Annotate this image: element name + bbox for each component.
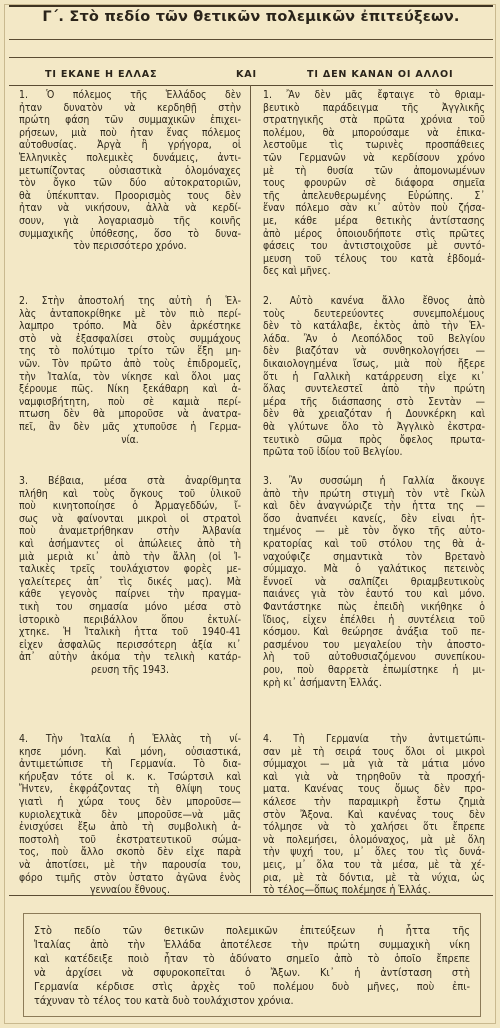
paragraph-line: μιὰ μεριὰ κι᾿ ἀπὸ τὴν ἄλλη (οἱ Ἰ- <box>19 550 241 563</box>
paragraph-line: στὸ νὰ ἐξασφαλίσει στοὺς συμμάχους <box>19 332 241 345</box>
paragraph-line: ἦταν δυνατὸν νὰ κερδηθῇ στὴν <box>19 101 241 114</box>
paragraph-line: φόρο τιμῆς στὸν ὑστατο ἀγῶνα ἑνὸς <box>19 871 241 884</box>
paragraph-line: τὸ τέλος—ὅπως πολέμησε ἡ Ἑλλάς. <box>263 884 431 897</box>
paragraph-line: λὰς ἀνταποκρίθηκε μὲ τὸν πιὸ περί- <box>19 307 241 320</box>
paragraph-line: τῆς ἀπελευθερωμένης Εὐρώπης. Σ᾿ <box>263 189 485 202</box>
paragraph-line: δες καὶ μῆνες. <box>263 265 331 278</box>
paragraph-line: 3. Ἂν συσσώμη ἡ Γαλλία ἄκουγε <box>263 475 485 487</box>
paragraph-line: Ἤντεν, ἐκφράζοντας τὴ θλίψη τους <box>19 783 241 796</box>
summary-line: νὰ ἀρχίσει νὰ σφυροκοπεῖται ὁ Ἄξων. Κι᾿ ἡ ἀντίσταση στὴ <box>34 966 470 979</box>
paragraph-line: μέρα τῆς διάσπασης στὸ Σεντὰν — <box>263 395 485 408</box>
paragraph-line: πλήθη καὶ τοὺς ὄγκους τοῦ ὑλικοῦ <box>19 487 241 500</box>
paragraph-line: τὸν περισσότερο χρόνο. <box>73 240 187 253</box>
paragraph-line: χτηκε. Ἡ Ἰταλικὴ ἧττα τοῦ 1940-41 <box>19 626 241 639</box>
left-paragraph-1 <box>19 89 241 253</box>
paragraph-line: πρῶτα τοῦ ἰδίου τοῦ Βελγίου. <box>263 446 403 459</box>
paragraph-line: δὲν τὸ κατάλαβε, ἐκτὸς ἀπὸ τὴν Ἑλ- <box>263 320 485 333</box>
paragraph-line: κάθε γεγονὸς παίρνει τὴν πραγμα- <box>19 588 241 601</box>
summary-line: τάχυναν τὸ τέλος του κατὰ δυὸ τουλάχιστον χρόνια. <box>34 994 294 1007</box>
paragraph-line: Ἑλληνικὲς πολεμικὲς δυνάμεις, ἀντι- <box>19 151 241 164</box>
paragraph-line: κήρυξαν τότε οἱ κ. κ. Τσώρτσιλ καὶ <box>19 770 241 783</box>
paragraph-line: 1. Ὁ πόλεμος τῆς Ἑλλάδος δὲν <box>19 89 241 101</box>
paragraph-line: τημένος — μὲ τὸν ὄγκο τῆς αὐτο- <box>263 525 485 538</box>
paragraph-line: ἦταν νὰ νικήσουν, ἀλλὰ νὰ κερδί- <box>19 202 241 215</box>
paragraph-line: τος, ποὺ ἄλλο σκοπὸ δὲν εἶχε παρὰ <box>19 846 241 859</box>
paragraph-line: μεις, μ᾿ ὅλα του τὰ μέσα, μὲ τὰ χέ- <box>263 858 485 871</box>
paragraph-line: κόσμου. Καὶ θεώρησε ἀνάξια τοῦ πε- <box>263 626 485 639</box>
paragraph-line: πεῖ, ἂν δὲν μᾶς χτυποῦσε ἡ Γερμα- <box>19 420 241 433</box>
paragraph-line: ἕναν πόλεμο σὰν κι᾿ αὐτὸν ποὺ ζήσα- <box>263 202 485 215</box>
summary-box <box>23 913 481 1017</box>
paragraph-line: δὲν βιαζόταν νὰ συνθηκολογήσει — <box>263 345 485 358</box>
column-divider <box>250 85 251 893</box>
paragraph-line: νὰ πολεμήσει, ὁλομόναχος, μὰ μὲ ὅλη <box>263 833 485 846</box>
paragraph-line: 3. Βέβαια, μέσα στὰ ἀναρίθμητα <box>19 475 241 487</box>
left-paragraph-4 <box>19 733 241 897</box>
paragraph-line: φάσεις του ἀντιστοιχοῦσε μὲ συντό- <box>263 240 485 253</box>
paragraph-line: τους φρουρῶν σὲ διάφορα σημεῖα <box>263 177 485 190</box>
left-paragraph-2 <box>19 295 241 446</box>
paragraph-line: νία. <box>121 433 139 446</box>
paragraph-line: Φαντάστηκε πὼς ἐπειδὴ νικήθηκε ὁ <box>263 600 485 613</box>
paragraph-line: κησε μόνη. Καὶ μόνη, οὐσιαστικά, <box>19 745 241 758</box>
paragraph-line: γενναίου ἔθνους. <box>89 884 170 897</box>
right-column-header: ΤΙ ΔΕΝ ΚΑΝΑΝ ΟΙ ΑΛΛΟΙ <box>307 69 454 80</box>
paragraph-line: της τὸ πολύτιμο τρίτο τῶν ἕξη μη- <box>19 345 241 358</box>
left-paragraph-3 <box>19 475 241 677</box>
paragraph-line: αὐτοθυσίας. Ἀργὰ ἢ γρήγορα, οἱ <box>19 139 241 152</box>
summary-line: Ἰταλίας ἀπὸ τὴν Ἑλλάδα ἀποτέλεσε τὴν πρώτη συμμαχικὴ νίκη <box>34 938 470 951</box>
paragraph-line: μευση τοῦ τέλους του κατὰ ἑβδομά- <box>263 252 485 265</box>
paragraph-line: ἀπὸ μέρος ὁποιουδήποτε στὶς πρῶτες <box>263 227 485 240</box>
paragraph-line: ναμφισβήτητη, ποὺ σὲ καμιὰ περί- <box>19 395 241 408</box>
paragraph-line: τὴν Ἰταλία, τὸν νίκησε καὶ ὅλοι μας <box>19 370 241 383</box>
paragraph-line: ὅτι ἡ Γαλλικὴ κατάρρευση εἶχε κι᾿ <box>263 370 485 383</box>
paragraph-line: με, κάθε μέρα θετικὴς ἀντίστασης <box>263 214 485 227</box>
paragraph-line: δὲν θὰ χρειαζόταν ἡ Δουνκέρκη καὶ <box>263 408 485 421</box>
paragraph-line: ποὺ ἀναμετρήθηκαν στὴν Ἀλβανία <box>19 525 241 538</box>
paragraph-line: ἀπ᾿ αὐτὴν ἀκόμα τὴν τελικὴ κατάρ- <box>19 651 241 664</box>
paragraph-line: γιατὶ ἡ χώρα τους δὲν μποροῦσε— <box>19 795 241 808</box>
left-column-header: ΤΙ ΕΚΑΝΕ Η ΕΛΛΑΣ <box>45 69 158 80</box>
paragraph-line: σως νὰ φαίνονται μικροὶ οἱ στρατοὶ <box>19 512 241 525</box>
summary-text <box>34 924 470 1008</box>
paragraph-line: σύμμαχο. Μὰ ὁ γαλάτικος πετεινὸς <box>263 563 485 576</box>
paragraph-line: λὴ τοῦ αὐτοθυσιαζόμενου συνεπίκου- <box>263 651 485 664</box>
paragraph-line: εἶχεν ἀσφαλῶς περισσότερη ἀξία κι᾿ <box>19 638 241 651</box>
paragraph-line: ἐνισχύσει ἔξω ἀπὸ τὴ συμβολικὴ ἀ- <box>19 821 241 834</box>
paragraph-line: σαν μὲ τὴ σειρά τους ὅλοι οἱ μικροὶ <box>263 745 485 758</box>
paragraph-line: ματα. Κανένας τους ὅμως δὲν προ- <box>263 783 485 796</box>
paragraph-line: κάλεσε τὴν παραμικρὴ ἔστω ζημιὰ <box>263 795 485 808</box>
paragraph-line: ρου, ποὺ θαρρετὰ ἐπωμίστηκε ἡ μι- <box>263 663 485 676</box>
paragraph-line: ναχούφιζε σημαντικὰ τὸν Βρετανὸ <box>263 550 485 563</box>
paragraph-line: ἴδιος, εἶχεν ἐπέλθει ἡ συντέλεια τοῦ <box>263 613 485 626</box>
paragraph-line: παιάνες γιὰ τὸν ἑαυτό του καὶ μόνο. <box>263 588 485 601</box>
paragraph-line: 4. Τὴ Γερμανία τὴν ἀντιμετώπι- <box>263 733 485 745</box>
paragraph-line: δικαιολογημένα ἴσως, μιὰ ποὺ ἤξερε <box>263 357 485 370</box>
paragraph-line: λάδα. Ἂν ὁ Λεοπόλδος τοῦ Βελγίου <box>263 332 485 345</box>
paragraph-line: πρώτη φάση τῶν συμμαχικῶν ἐπιχει- <box>19 114 241 127</box>
right-paragraph-2 <box>263 295 485 459</box>
paragraph-line: ποστολὴ τοῦ ἐκστρατευτικοῦ σώμα- <box>19 833 241 846</box>
paragraph-line: σύμμαχοι — μὰ γιὰ τὰ μάτια μόνο <box>263 758 485 771</box>
paragraph-line: τὸν ὄγκο τῶν δύο αὐτοκρατοριῶν, <box>19 177 241 190</box>
paragraph-line: 1. Ἂν δὲν μᾶς ἔφταιγε τὸ θριαμ- <box>263 89 485 101</box>
paragraph-line: πολέμου, θὰ μπορούσαμε νὰ ἐπικα- <box>263 126 485 139</box>
top-rule <box>9 5 493 7</box>
paragraph-line: πτωση δὲν θὰ μποροῦσε νὰ ἀνατρα- <box>19 408 241 421</box>
paragraph-line: βευτικὸ παράδειγμα τῆς Ἀγγλικῆς <box>263 101 485 114</box>
right-paragraph-1 <box>263 89 485 278</box>
paragraph-line: στρατηγικῆς στὰ πρῶτα χρόνια τοῦ <box>263 114 485 127</box>
right-paragraph-4 <box>263 733 485 897</box>
paragraph-line: καὶ γιὰ νὰ τηρηθοῦν τὰ προσχή- <box>263 770 485 783</box>
paragraph-line: ἀπὸ τὴν πρώτη στιγμὴ τὸν ντὲ Γκὼλ <box>263 487 485 500</box>
paragraph-line: θὰ γλύτωνε ὅλο τὸ Ἀγγλικὸ ἐκστρα- <box>263 420 485 433</box>
paragraph-line: ἱστορικὸ περιβάλλον ὅπου ἐκτυλί- <box>19 613 241 626</box>
title-rule <box>9 39 493 40</box>
paragraph-line: ὅσο ἀναπνέει κανείς, δὲν εἶναι ἡτ- <box>263 512 485 525</box>
paragraph-line: λεστοῦμε τὶς τωρινὲς προσπάθειες <box>263 139 485 152</box>
paragraph-line: νῶν. Τὸν πρῶτο ἀπὸ τοὺς ἐπιδρομεῖς, <box>19 357 241 370</box>
page-title: Γ΄. Στὸ πεδίο τῶν θετικῶν πολεμικῶν ἐπιτεύξεων. <box>42 9 460 25</box>
paragraph-line: ὅλας συντελεστεῖ ἀπὸ τὴν πρώτη <box>263 383 485 396</box>
summary-line: καὶ κατέδειξε ποιὸ ἦταν τὸ ἀδύνατο σημεῖο ἀπὸ τὸ ὁποῖο ἔπρεπε <box>34 952 470 965</box>
paragraph-line: καὶ δὲν ἀναγνώριζε τὴν ἧττα της — <box>263 500 485 513</box>
paragraph-line: ταλικὲς τρεῖς τουλάχιστον φορὲς με- <box>19 563 241 576</box>
paragraph-line: ρευση τῆς 1943. <box>91 663 169 676</box>
paragraph-line: τοὺς δευτερεύοντες συνεμπολέμους <box>263 307 485 320</box>
paragraph-line: μὲ τὴ θυσία τῶν ἀπομονωμένων <box>263 164 485 177</box>
paragraph-line: ἀντιμετώπισε τὴ Γερμανία. Τὸ δια- <box>19 758 241 771</box>
paragraph-line: ρια, μὲ τὰ δόντια, μὲ τὰ νύχια, ὡς <box>263 871 485 884</box>
summary-line: Γερμανία κέρδισε στὶς ἀρχὲς τοῦ πολέμου δυὸ μῆνες, ποὺ ἐπι- <box>34 980 470 993</box>
paragraph-line: 4. Τὴν Ἰταλία ἡ Ἑλλὰς τὴ νί- <box>19 733 241 745</box>
paragraph-line: τὴν ψυχή του, μ᾿ ὅλες του τὶς δυνά- <box>263 846 485 859</box>
paragraph-line: 2. Στὴν ἀποστολή της αὐτὴ ἡ Ἑλ- <box>19 295 241 307</box>
paragraph-line: λαμπρο τρόπο. Μὰ δὲν ἀρκέστηκε <box>19 320 241 333</box>
paragraph-line: κρὴ κι᾿ ἀσήμαντη Ἑλλάς. <box>263 676 382 689</box>
summary-line: Στὸ πεδίο τῶν θετικῶν πολεμικῶν ἐπιτεύξεων ἡ ἧττα τῆς <box>34 924 470 937</box>
paragraph-line: σουν, γιὰ λογαριασμὸ τῆς κοινῆς <box>19 214 241 227</box>
paragraph-line: στὸν Ἄξονα. Καὶ κανένας τους δὲν <box>263 808 485 821</box>
paragraph-line: ποὺ κινητοποίησε ὁ Ἀρμαγεδδών, ἴ- <box>19 500 241 513</box>
paragraph-line: τόλμησε νὰ τὸ χαλήσει ὅτι ἔπρεπε <box>263 821 485 834</box>
paragraph-line: μετωπίζοντας οὐσιαστικὰ ὁλομόναχες <box>19 164 241 177</box>
header-rule-top <box>9 57 493 58</box>
paragraph-line: 2. Αὐτὸ κανένα ἄλλο ἔθνος ἀπὸ <box>263 295 485 307</box>
paragraph-line: συμμαχικῆς ὑπόθεσης, ὅσο τὸ δυνα- <box>19 227 241 240</box>
header-rule-bottom <box>9 85 493 86</box>
middle-header: ΚΑΙ <box>236 69 257 80</box>
paragraph-line: θὰ ὑπέκυπταν. Προορισμὸς τους δὲν <box>19 189 241 202</box>
paragraph-line: ἔννοεῖ νὰ σαλπίζει θριαμβευτικοὺς <box>263 575 485 588</box>
paragraph-line: νὰ ἀποτίσει, μὲ τὴν παρουσία του, <box>19 858 241 871</box>
paragraph-line: γαλείτερες ἀπ᾿ τὶς δικές μας). Μὰ <box>19 575 241 588</box>
paragraph-line: ξέρουμε πῶς. Νίκη ξεκάθαρη καὶ ἀ- <box>19 383 241 396</box>
paragraph-line: ρήσεων, μιὰ ποὺ ἦταν ἕνας πόλεμος <box>19 126 241 139</box>
paragraph-line: κυριολεχτικὰ δὲν μποροῦσε—νὰ μᾶς <box>19 808 241 821</box>
bottom-rule <box>9 895 493 896</box>
paragraph-line: τευτικὸ σῶμα πρὸς ὄφελος πρωτα- <box>263 433 485 446</box>
paragraph-line: τικὴ του σημασία μόνο μέσα στὸ <box>19 600 241 613</box>
document-page <box>4 4 496 1024</box>
paragraph-line: ρασμένου του μεγαλείου τὴν ἀποστο- <box>263 638 485 651</box>
paragraph-line: κρατορίας καὶ τοῦ στόλου της θὰ ἀ- <box>263 537 485 550</box>
right-paragraph-3 <box>263 475 485 689</box>
paragraph-line: τῶν Γερμανῶν νὰ κερδίσουν χρόνο <box>263 151 485 164</box>
paragraph-line: καὶ ἀσήμαντες οἱ ἀπώλειες ἀπὸ τὴ <box>19 537 241 550</box>
